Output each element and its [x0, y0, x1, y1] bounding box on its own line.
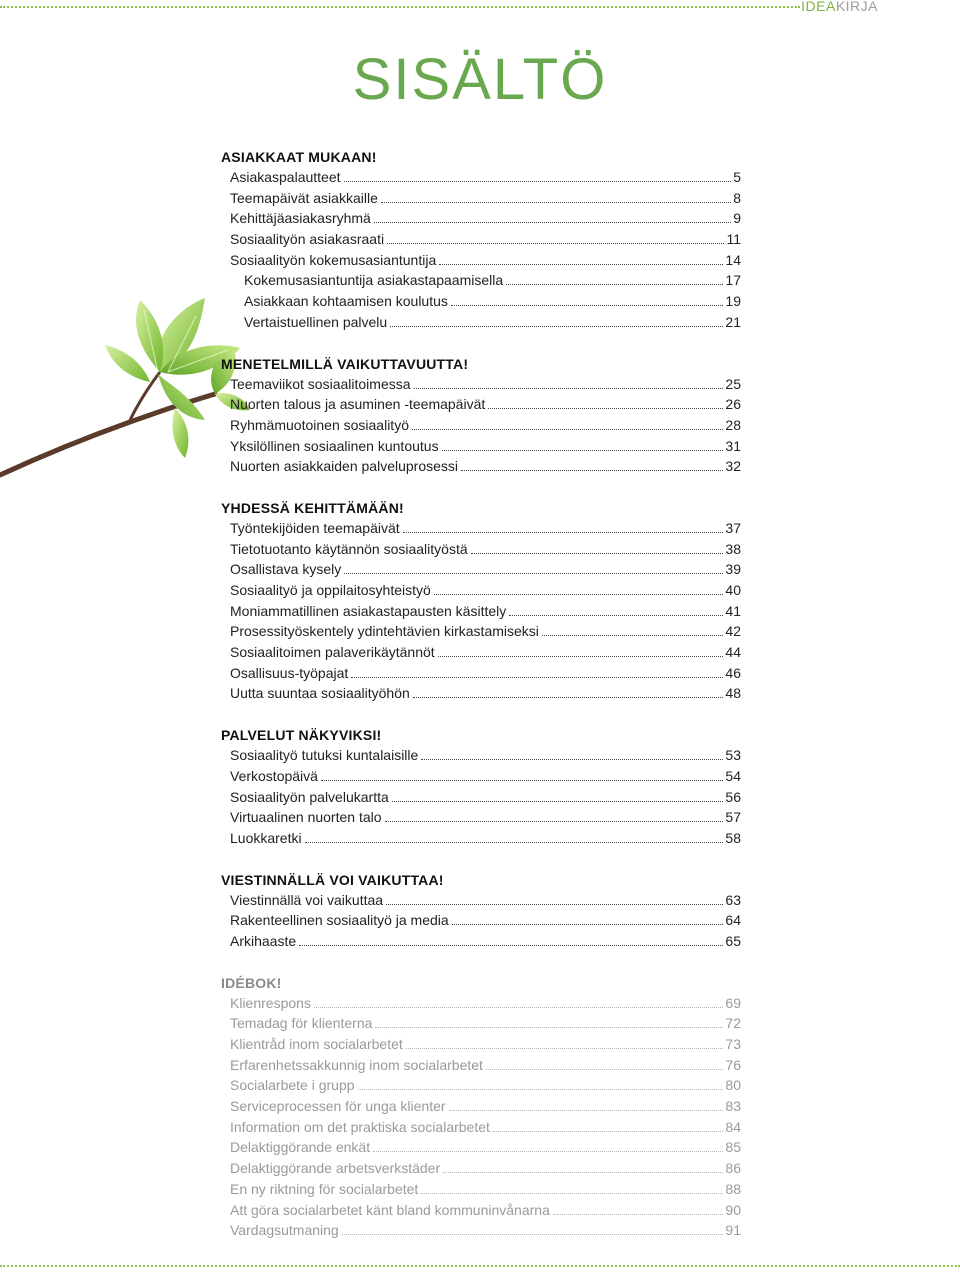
toc-entry-label: Vertaistuellinen palvelu [244, 313, 388, 330]
dot-leader [381, 202, 731, 203]
dot-leader [493, 1131, 724, 1132]
toc-entry[interactable] [221, 250, 741, 271]
toc-entry-label: Sosiaalityön asiakasraati [230, 231, 385, 248]
toc-entry[interactable] [221, 828, 741, 849]
dot-leader [486, 1069, 724, 1070]
toc-entry-label: Sosiaalityö tutuksi kuntalaisille [230, 747, 419, 764]
dot-leader [385, 821, 724, 822]
dot-leader [414, 388, 724, 389]
toc-entry-page: 5 [733, 169, 741, 185]
toc-entry-page: 41 [725, 602, 741, 619]
toc-entry-page: 58 [725, 829, 741, 846]
toc-section [221, 725, 741, 848]
dot-leader [305, 842, 724, 843]
toc-entry-label: Asiakkaan kohtaamisen koulutus [244, 293, 448, 310]
dot-leader [342, 1234, 724, 1235]
toc-entry-label: Att göra socialarbetet känt bland kommuninvånarna [230, 1201, 550, 1218]
toc-entry-page: 37 [725, 519, 741, 536]
toc-entry[interactable] [221, 807, 741, 828]
toc-entry-page: 72 [725, 1015, 741, 1032]
toc-entry[interactable] [221, 291, 741, 312]
dot-leader [387, 243, 724, 244]
dot-leader [509, 615, 723, 616]
toc-entry-label: Kehittäjäasiakasryhmä [230, 210, 371, 227]
toc-entry-page: 76 [725, 1056, 741, 1073]
toc-entry-page: 63 [725, 891, 741, 908]
toc-entry-page: 80 [725, 1077, 741, 1094]
toc-section [221, 147, 741, 333]
toc-entry-page: 11 [726, 231, 741, 248]
dot-leader [412, 429, 723, 430]
toc-entry-page: 85 [725, 1139, 741, 1156]
toc-entry[interactable] [221, 1158, 741, 1179]
toc-entry[interactable] [221, 1034, 741, 1055]
dot-leader [439, 264, 723, 265]
toc-entry[interactable] [221, 518, 741, 539]
page-title: SISÄLTÖ [352, 47, 608, 112]
dot-leader [434, 594, 724, 595]
toc-entry[interactable] [221, 1013, 741, 1034]
toc-entry-label: Osallisuus-työpajat [230, 664, 349, 681]
dot-leader [542, 635, 724, 636]
dot-leader [421, 759, 723, 760]
toc-entry-label: Delaktiggörande arbetsverkstäder [230, 1160, 441, 1177]
dot-leader [386, 904, 723, 905]
toc-entry[interactable] [221, 436, 741, 457]
section-heading: VIESTINNÄLLÄ VOI VAIKUTTAA! [221, 871, 444, 888]
toc-entry-page: 57 [725, 809, 741, 826]
toc-entry-label: Verkostopäivä [230, 767, 318, 784]
toc-entry-label: Temadag för klienterna [230, 1015, 373, 1032]
toc-entry-label: En ny riktning för socialarbetet [230, 1180, 419, 1197]
toc-entry-page: 69 [725, 994, 741, 1011]
toc-entry[interactable] [221, 683, 741, 704]
dot-leader [390, 326, 723, 327]
toc-entry[interactable] [221, 374, 741, 395]
toc-entry-label: Kokemusasiantuntija asiakastapaamisella [244, 272, 504, 289]
toc-entry-page: 32 [725, 458, 741, 475]
toc-entry-page: 14 [725, 251, 741, 268]
dot-leader [421, 1193, 723, 1194]
toc-entry-page: 84 [725, 1118, 741, 1135]
toc-entry-label: Sosiaalityö ja oppilaitosyhteistyö [230, 582, 431, 598]
toc-entry-page: 53 [725, 747, 741, 764]
toc-entry-page: 88 [725, 1180, 741, 1197]
toc-entry-label: Ryhmämuotoinen sosiaalityö [230, 416, 409, 433]
toc-entry-label: Teemapäivät asiakkaille [230, 189, 378, 206]
dot-leader [403, 532, 724, 533]
toc-entry[interactable] [221, 580, 741, 601]
toc-entry-label: Osallistava kysely [230, 561, 342, 578]
toc-entry[interactable] [221, 167, 741, 188]
toc-entry-page: 86 [725, 1160, 741, 1177]
toc-entry-label: Uutta suuntaa sosiaalityöhön [230, 685, 410, 702]
top-dotted-rule [0, 6, 800, 8]
toc-entry[interactable] [221, 270, 741, 291]
toc-entry-page: 91 [725, 1222, 741, 1239]
toc-entry-label: Klientråd inom socialarbetet [230, 1036, 403, 1052]
toc-entry-label: Arkihaaste [230, 932, 297, 949]
toc-section [221, 354, 741, 477]
toc-entry[interactable] [221, 642, 741, 663]
toc-entry[interactable] [221, 415, 741, 436]
toc-entry-label: Klienrespons [230, 994, 311, 1011]
toc-entry-page: 56 [725, 788, 741, 805]
section-heading: YHDESSÄ KEHITTÄMÄÄN! [221, 499, 404, 516]
dot-leader [406, 1048, 724, 1049]
toc-entry-label: Vardagsutmaning [230, 1222, 339, 1239]
toc-entry[interactable] [221, 188, 741, 209]
toc-entry-page: 65 [725, 932, 741, 949]
dot-leader [442, 450, 724, 451]
toc-entry-page: 42 [725, 623, 741, 640]
toc-entry[interactable] [221, 621, 741, 642]
toc-entry-page: 48 [725, 685, 741, 702]
toc-entry[interactable] [221, 931, 741, 952]
toc-entry[interactable] [221, 745, 741, 766]
toc-entry-label: Serviceprocessen för unga klienter [230, 1098, 446, 1115]
toc-entry-label: Asiakaspalautteet [230, 169, 341, 185]
toc-entry-label: Viestinnällä voi vaikuttaa [230, 891, 384, 908]
dot-leader [314, 1007, 723, 1008]
dot-leader [344, 181, 732, 182]
toc-entry[interactable] [221, 312, 741, 333]
toc-entry-page: 31 [725, 437, 741, 454]
section-heading: IDÉBOK! [221, 974, 282, 991]
toc-entry-label: Sosiaalitoimen palaverikäytännöt [230, 644, 435, 661]
dot-leader [299, 945, 723, 946]
dot-leader [471, 553, 724, 554]
brand-part2: KIRJA [835, 0, 878, 14]
dot-leader [321, 780, 723, 781]
dot-leader [358, 1089, 724, 1090]
toc-entry-page: 40 [725, 582, 741, 598]
toc-entry[interactable] [221, 910, 741, 931]
section-heading: ASIAKKAAT MUKAAN! [221, 149, 377, 165]
toc-entry-page: 90 [725, 1201, 741, 1218]
toc-entry-label: Nuorten asiakkaiden palveluprosessi [230, 458, 459, 475]
brand-part1: IDEA [801, 0, 836, 14]
toc-entry[interactable] [221, 1075, 741, 1096]
dot-leader [553, 1214, 724, 1215]
dot-leader [443, 1172, 723, 1173]
toc-entry[interactable] [221, 663, 741, 684]
toc-entry[interactable] [221, 890, 741, 911]
dot-leader [438, 656, 724, 657]
toc-entry-label: Sosiaalityön palvelukartta [230, 788, 389, 805]
toc-entry-page: 25 [725, 375, 741, 392]
dot-leader [452, 924, 724, 925]
section-heading: MENETELMILLÄ VAIKUTTAVUUTTA! [221, 355, 469, 372]
toc-entry[interactable] [221, 1137, 741, 1158]
dot-leader [351, 677, 723, 678]
toc-entry-label: Teemaviikot sosiaalitoimessa [230, 375, 411, 392]
toc-entry-label: Virtuaalinen nuorten talo [230, 809, 382, 826]
toc-entry[interactable] [221, 1096, 741, 1117]
toc-entry[interactable] [221, 766, 741, 787]
toc-entry-page: 17 [725, 272, 741, 289]
toc-entry-page: 83 [725, 1098, 741, 1115]
brand-label [801, 0, 878, 14]
dot-leader [344, 573, 723, 574]
toc-entry-label: Yksilöllinen sosiaalinen kuntoutus [230, 437, 439, 454]
toc-entry-label: Socialarbete i grupp [230, 1077, 355, 1094]
toc-entry[interactable] [221, 559, 741, 580]
toc-entry[interactable] [221, 456, 741, 477]
dot-leader [413, 697, 724, 698]
toc-entry[interactable] [221, 394, 741, 415]
toc-entry[interactable] [221, 787, 741, 808]
dot-leader [375, 1027, 723, 1028]
toc-entry-label: Delaktiggörande enkät [230, 1139, 371, 1156]
dot-leader [392, 801, 724, 802]
toc-entry[interactable] [221, 993, 741, 1014]
toc-entry-page: 73 [725, 1036, 741, 1052]
dot-leader [373, 1151, 723, 1152]
toc-entry-label: Nuorten talous ja asuminen -teemapäivät [230, 396, 486, 413]
section-heading: PALVELUT NÄKYVIKSI! [221, 727, 382, 744]
toc-entry-label: Rakenteellinen sosiaalityö ja media [230, 912, 449, 929]
dot-leader [374, 222, 731, 223]
leafy-branch-illustration [0, 280, 250, 490]
toc-entry[interactable] [221, 208, 741, 229]
toc-entry-label: Sosiaalityön kokemusasiantuntija [230, 251, 437, 268]
toc-entry-label: Luokkaretki [230, 829, 302, 846]
toc-entry[interactable] [221, 229, 741, 250]
toc-entry-page: 44 [725, 644, 741, 661]
toc-entry-page: 26 [725, 396, 741, 413]
toc-entry-label: Työntekijöiden teemapäivät [230, 519, 400, 536]
toc-entry-page: 54 [725, 767, 741, 784]
toc-entry-page: 9 [733, 210, 741, 227]
toc-entry-label: Information om det praktiska socialarbetet [230, 1118, 490, 1135]
toc-entry-page: 39 [725, 561, 741, 578]
bottom-dotted-rule [0, 1265, 960, 1267]
toc-entry-label: Prosessityöskentely ydintehtävien kirkastamiseksi [230, 623, 539, 640]
toc-entry-page: 19 [725, 293, 741, 310]
toc-entry[interactable] [221, 1220, 741, 1241]
dot-leader [461, 470, 723, 471]
toc-entry-page: 28 [725, 416, 741, 433]
table-of-contents [221, 147, 741, 1262]
toc-entry-page: 46 [725, 664, 741, 681]
toc-entry[interactable] [221, 1055, 741, 1076]
toc-entry-label: Moniammatillinen asiakastapausten käsittely [230, 602, 507, 619]
dot-leader [451, 305, 724, 306]
toc-entry-label: Tietotuotanto käytännön sosiaalityöstä [230, 540, 468, 557]
toc-section [221, 498, 741, 704]
toc-entry-page: 21 [725, 313, 741, 330]
toc-entry[interactable] [221, 1117, 741, 1138]
dot-leader [488, 408, 723, 409]
toc-entry[interactable] [221, 1200, 741, 1221]
toc-entry-page: 8 [733, 189, 741, 206]
toc-entry-label: Erfarenhetssakkunnig inom socialarbetet [230, 1056, 483, 1073]
toc-entry[interactable] [221, 1179, 741, 1200]
toc-entry-page: 64 [725, 912, 741, 929]
dot-leader [449, 1110, 724, 1111]
dot-leader [506, 284, 723, 285]
toc-entry-page: 38 [725, 540, 741, 557]
toc-section [221, 973, 741, 1241]
toc-section [221, 870, 741, 952]
toc-entry[interactable] [221, 539, 741, 560]
toc-entry[interactable] [221, 601, 741, 622]
